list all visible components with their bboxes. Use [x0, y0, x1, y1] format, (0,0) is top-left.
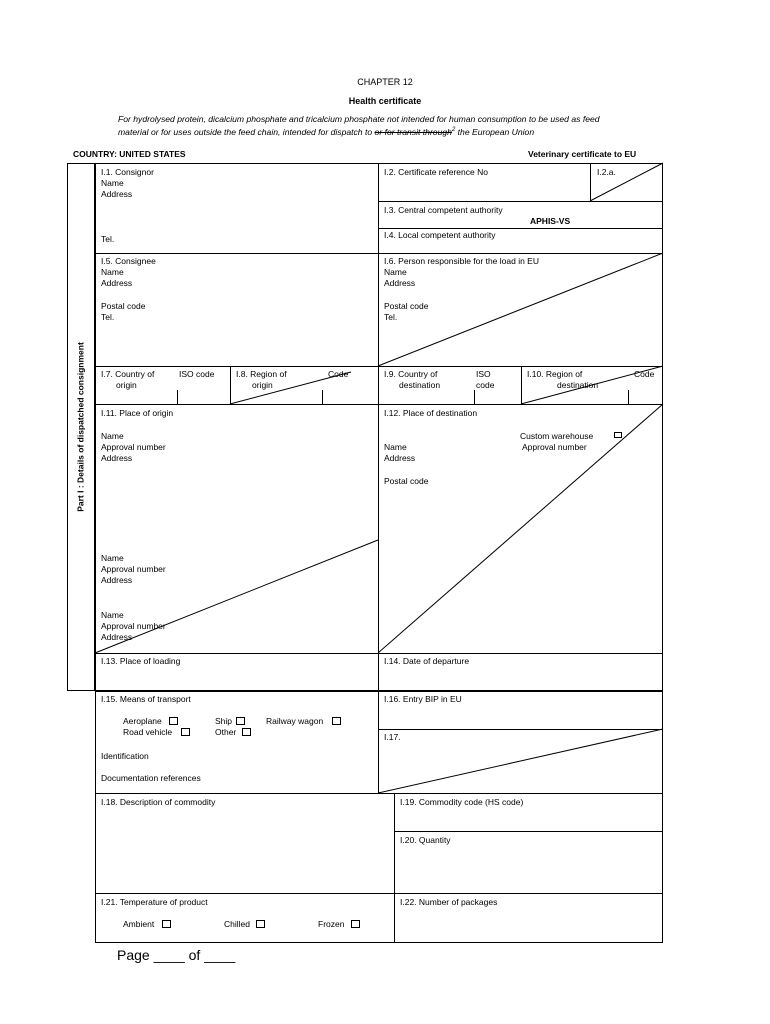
- diagonal-i17: [378, 729, 663, 793]
- i6-address-label: Address: [384, 278, 416, 288]
- i10-title-2: destination: [557, 380, 599, 390]
- i21-chilled-checkbox[interactable]: [256, 920, 265, 928]
- i18-title: I.18. Description of commodity: [101, 797, 216, 807]
- i5-tel-label: Tel.: [101, 312, 115, 322]
- i2-title: I.2. Certificate reference No: [384, 167, 488, 177]
- i6-tel-label: Tel.: [384, 312, 398, 322]
- i21-frozen-label: Frozen: [318, 919, 345, 929]
- i11-approval-label-3: Approval number: [101, 621, 166, 631]
- subtitle-line-1: For hydrolysed protein, dicalcium phosphate and tricalcium phosphate not intended for human consumption to be used as feed: [118, 114, 600, 124]
- i15-ship-label: Ship: [215, 716, 233, 726]
- i12-name-label: Name: [384, 442, 407, 452]
- i15-rail-label: Railway wagon: [266, 716, 324, 726]
- i11-name-label-3: Name: [101, 610, 124, 620]
- diagonal-i11: [95, 540, 378, 653]
- i14-title: I.14. Date of departure: [384, 656, 470, 666]
- i9-title: I.9. Country of: [384, 369, 438, 379]
- i21-frozen-checkbox[interactable]: [351, 920, 360, 928]
- i10-title: I.10. Region of: [527, 369, 583, 379]
- i15-road-checkbox[interactable]: [181, 728, 190, 736]
- i11-title: I.11. Place of origin: [101, 408, 174, 418]
- i7-iso-label: ISO code: [179, 369, 215, 379]
- i9-iso-label: ISO: [476, 369, 491, 379]
- i21-ambient-label: Ambient: [123, 919, 155, 929]
- i9-iso-label-2: code: [476, 380, 495, 390]
- i6-postal-label: Postal code: [384, 301, 429, 311]
- i1-title: I.1. Consignor: [101, 167, 154, 177]
- i8-title: I.8. Region of: [236, 369, 287, 379]
- i5-address-label: Address: [101, 278, 133, 288]
- i8-title-2: origin: [252, 380, 273, 390]
- i1-name-label: Name: [101, 178, 124, 188]
- i11-name-label-2: Name: [101, 553, 124, 563]
- side-label: Part I : Details of dispatched consignment: [75, 342, 86, 512]
- page-number: Page ____ of ____: [117, 947, 236, 963]
- i11-address-label-2: Address: [101, 575, 133, 585]
- i12-address-label: Address: [384, 453, 416, 463]
- i22-title: I.22. Number of packages: [400, 897, 498, 907]
- i5-name-label: Name: [101, 267, 124, 277]
- i6-title: I.6. Person responsible for the load in EU: [384, 256, 539, 266]
- i7-title-2: origin: [116, 380, 137, 390]
- i12-postal-label: Postal code: [384, 476, 429, 486]
- i11-approval-label-2: Approval number: [101, 564, 166, 574]
- i15-title: I.15. Means of transport: [101, 694, 191, 704]
- i15-aeroplane-checkbox[interactable]: [169, 717, 178, 725]
- i11-address-label: Address: [101, 453, 133, 463]
- i1-tel-label: Tel.: [101, 234, 115, 244]
- i12-approval-label: Approval number: [522, 442, 587, 452]
- country-label: COUNTRY: UNITED STATES: [73, 149, 186, 159]
- i3-value: APHIS-VS: [530, 216, 571, 226]
- i21-chilled-label: Chilled: [224, 919, 250, 929]
- i11-name-label: Name: [101, 431, 124, 441]
- i11-address-label-3: Address: [101, 632, 133, 642]
- i11-approval-label: Approval number: [101, 442, 166, 452]
- i15-other-checkbox[interactable]: [242, 728, 251, 736]
- chapter-heading: CHAPTER 12: [357, 77, 413, 87]
- i5-title: I.5. Consignee: [101, 256, 156, 266]
- i12-custom-checkbox[interactable]: [614, 432, 622, 438]
- i12-title: I.12. Place of destination: [384, 408, 478, 418]
- i6-name-label: Name: [384, 267, 407, 277]
- i5-postal-label: Postal code: [101, 301, 146, 311]
- i1-address-label: Address: [101, 189, 133, 199]
- i3-title: I.3. Central competent authority: [384, 205, 503, 215]
- i17-title: I.17.: [384, 732, 401, 742]
- i16-title: I.16. Entry BIP in EU: [384, 694, 462, 704]
- i19-title: I.19. Commodity code (HS code): [400, 797, 524, 807]
- i4-title: I.4. Local competent authority: [384, 230, 496, 240]
- i21-title: I.21. Temperature of product: [101, 897, 208, 907]
- certificate-title: Health certificate: [348, 96, 422, 106]
- subtitle-line-2: material or for uses outside the feed chain, intended for dispatch to or for transit through$^2$ the European Union: [118, 126, 535, 137]
- i15-ship-checkbox[interactable]: [236, 717, 245, 725]
- i12-custom-label: Custom warehouse: [520, 431, 594, 441]
- i15-other-label: Other: [215, 727, 237, 737]
- i10-code-label: Code: [634, 369, 655, 379]
- i15-rail-checkbox[interactable]: [332, 717, 341, 725]
- i15-road-label: Road vehicle: [123, 727, 173, 737]
- i13-title: I.13. Place of loading: [101, 656, 181, 666]
- i21-ambient-checkbox[interactable]: [162, 920, 171, 928]
- i2a-title: I.2.a.: [597, 167, 616, 177]
- i8-code-label: Code: [328, 369, 349, 379]
- i7-title: I.7. Country of: [101, 369, 155, 379]
- i15-aeroplane-label: Aeroplane: [123, 716, 162, 726]
- i20-title: I.20. Quantity: [400, 835, 451, 845]
- certificate-type: Veterinary certificate to EU: [528, 149, 637, 159]
- i9-title-2: destination: [399, 380, 441, 390]
- i15-documentation-label: Documentation references: [101, 773, 201, 783]
- i15-identification-label: Identification: [101, 751, 149, 761]
